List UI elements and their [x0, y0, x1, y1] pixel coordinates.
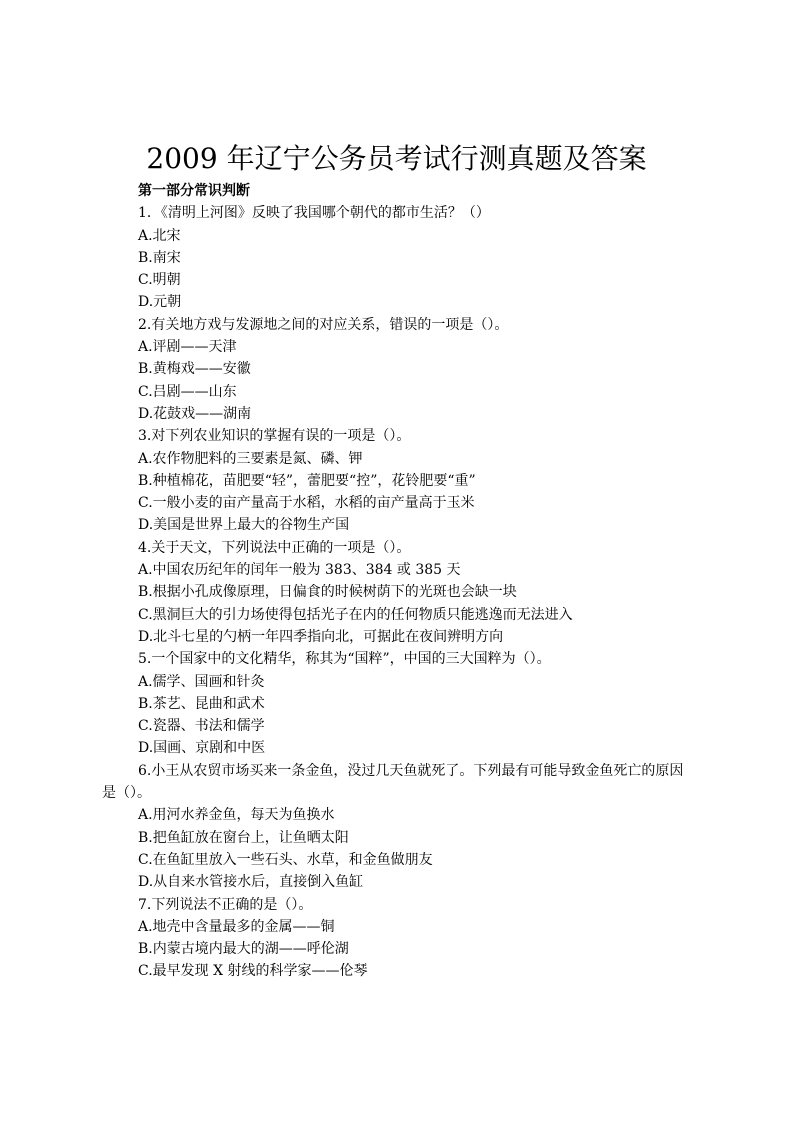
option-a: A.中国农历纪年的闰年一般为 383、384 或 385 天 [138, 562, 461, 579]
option-b: B.黄梅戏——安徽 [138, 361, 251, 378]
option-a: A.用河水养金鱼，每天为鱼换水 [138, 807, 335, 824]
option-a: A.地壳中含量最多的金属——铜 [138, 918, 335, 935]
question-stem: 1．《清明上河图》反映了我国哪个朝代的都市生活？（） [138, 205, 490, 222]
option-b: B.茶艺、昆曲和武术 [138, 695, 265, 712]
option-a: A.农作物肥料的三要素是氮、磷、钾 [138, 450, 363, 467]
question-7 [102, 894, 702, 983]
question-stem: 4.关于天文，下列说法中正确的一项是（）。 [138, 539, 411, 556]
question-stem: 6.小王从农贸市场买来一条金鱼，没过几天鱼就死了。下列最有可能导致金鱼死亡的原因是（）。 [102, 762, 684, 802]
option-d: D.北斗七星的勺柄一年四季指向北，可据此在夜间辨明方向 [138, 628, 504, 645]
option-b: B.南宋 [138, 249, 181, 266]
option-a: A.北宋 [138, 227, 181, 244]
option-d: D.美国是世界上最大的谷物生产国 [138, 517, 350, 534]
option-d: D.元朝 [138, 294, 182, 311]
option-d: D.花鼓戏——湖南 [138, 405, 252, 422]
option-c: C.一般小麦的亩产量高于水稻，水稻的亩产量高于玉米 [138, 495, 475, 512]
question-stem: 5.一个国家中的文化精华，称其为“国粹”，中国的三大国粹为（）。 [138, 651, 551, 668]
question-1 [102, 202, 702, 313]
option-a: A.儒学、国画和针灸 [138, 673, 265, 690]
question-5 [102, 648, 702, 759]
option-c: C.最早发现 X 射线的科学家——伦琴 [138, 963, 368, 980]
document-body [102, 180, 702, 983]
question-stem: 2.有关地方戏与发源地之间的对应关系，错误的一项是（）。 [138, 316, 509, 333]
document-title: 2009 年辽宁公务员考试行测真题及答案 [146, 142, 647, 175]
section-heading: 第一部分常识判断 [138, 183, 250, 199]
option-c: C.黑洞巨大的引力场使得包括光子在内的任何物质只能逃逸而无法进入 [138, 606, 573, 623]
option-c: C.吕剧——山东 [138, 383, 237, 400]
option-b: B.把鱼缸放在窗台上，让鱼晒太阳 [138, 829, 349, 846]
option-a: A.评剧——天津 [138, 339, 237, 356]
question-4 [102, 537, 702, 648]
option-c: C.瓷器、书法和儒学 [138, 718, 265, 735]
question-6 [102, 760, 702, 894]
option-c: C.明朝 [138, 272, 181, 289]
option-d: D.国画、京剧和中医 [138, 740, 266, 757]
option-b: B.根据小孔成像原理，日偏食的时候树荫下的光斑也会缺一块 [138, 584, 517, 601]
question-stem: 3.对下列农业知识的掌握有误的一项是（）。 [138, 428, 411, 445]
option-d: D.从自来水管接水后，直接倒入鱼缸 [138, 874, 364, 891]
option-b: B.内蒙古境内最大的湖——呼伦湖 [138, 941, 349, 958]
question-3 [102, 425, 702, 536]
question-stem: 7.下列说法不正确的是（）。 [138, 896, 313, 913]
option-c: C.在鱼缸里放入一些石头、水草，和金鱼做朋友 [138, 851, 433, 868]
option-b: B.种植棉花，苗肥要“轻”，蕾肥要“控”，花铃肥要“重” [138, 472, 476, 489]
question-2 [102, 314, 702, 425]
